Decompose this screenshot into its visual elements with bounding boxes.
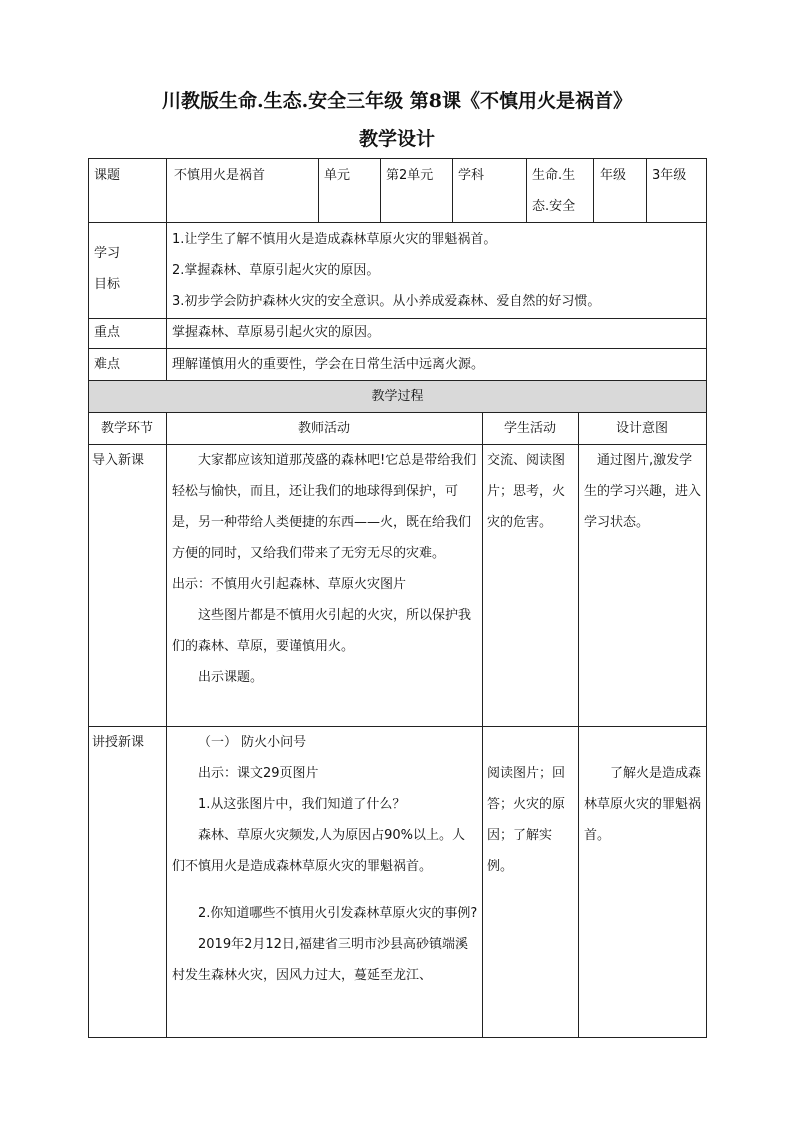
- label-grade: 年级: [600, 168, 627, 183]
- design-intent: 了解火是造成森林草原火灾的罪魁祸首。: [584, 766, 702, 843]
- document-subtitle: 教学设计: [358, 128, 435, 150]
- key-point-text: 掌握森林、草原易引起火灾的原因。: [172, 325, 381, 340]
- stage-label: 讲授新课: [92, 735, 145, 750]
- column-header: 教学环节: [100, 421, 153, 436]
- teacher-paragraph: 出示课题。: [198, 670, 264, 685]
- goals-list: [172, 224, 702, 317]
- column-header: 学生活动: [503, 421, 556, 436]
- student-activity: 阅读图片；回答；火灾的原因；了解实例。: [487, 766, 566, 874]
- document-title: 川教版生命.生态.安全三年级 第8课《不慎用火是祸首》: [161, 90, 633, 112]
- student-activity: 交流、阅读图片；思考，火灾的危害。: [487, 453, 566, 530]
- difficulty-text: 理解谨慎用火的重要性，学会在日常生活中远离火源。: [172, 357, 485, 372]
- teacher-paragraph: 这些图片都是不慎用火引起的火灾，所以保护我们的森林、草原，要谨慎用火。: [172, 608, 472, 654]
- column-header: 教师活动: [297, 421, 350, 436]
- unit-value: 第2单元: [386, 168, 434, 183]
- topic-value: 不慎用火是祸首: [174, 168, 266, 183]
- process-header: 教学过程: [371, 389, 424, 404]
- teacher-paragraph: 森林、草原火灾频发,人为原因占90%以上。人们不慎用火是造成森林草原火灾的罪魁祸首。: [172, 828, 466, 874]
- teacher-paragraph: 2019年2月12日,福建省三明市沙县高砂镇端溪村发生森林火灾，因风力过大，蔓延至龙江、: [172, 937, 469, 983]
- goal-item: 1.让学生了解不慎用火是造成森林草原火灾的罪魁祸首。: [172, 232, 497, 247]
- teacher-activity: [172, 445, 478, 693]
- label-topic: 课题: [94, 168, 121, 183]
- label-unit: 单元: [324, 168, 351, 183]
- goal-item: 2.掌握森林、草原引起火灾的原因。: [172, 263, 380, 278]
- teacher-paragraph: 出示：不慎用火引起森林、草原火灾图片: [172, 577, 407, 592]
- label-subject: 学科: [458, 168, 485, 183]
- stage-label: 导入新课: [92, 453, 145, 468]
- teacher-paragraph: 2.你知道哪些不慎用火引发森林草原火灾的事例?: [198, 906, 478, 921]
- lesson-plan-table: [88, 158, 707, 1038]
- goal-item: 3.初步学会防护森林火灾的安全意识。从小养成爱森林、爱自然的好习惯。: [172, 294, 601, 309]
- teacher-paragraph: （一） 防火小问号: [198, 735, 307, 750]
- column-header: 设计意图: [615, 421, 668, 436]
- label-key-point: 重点: [94, 325, 121, 340]
- grade-value: 3年级: [652, 168, 687, 183]
- teacher-activity: [172, 727, 478, 991]
- subject-value: 生命.生态.安全: [532, 168, 576, 214]
- design-intent: 通过图片,激发学生的学习兴趣，进入学习状态。: [584, 453, 702, 530]
- label-difficulty: 难点: [94, 357, 121, 372]
- teacher-paragraph: 大家都应该知道那茂盛的森林吧!它总是带给我们轻松与愉快，而且，还让我们的地球得到保护，可是，另一种带给人类便捷的东西——火，既在给我们方便的同时，又给我们带来了无穷无尽的灾难。: [172, 453, 477, 561]
- teacher-paragraph: 1.从这张图片中，我们知道了什么？: [198, 797, 406, 812]
- teacher-paragraph: 出示：课文29页图片: [198, 766, 319, 781]
- label-goals: 学习目标: [94, 246, 121, 292]
